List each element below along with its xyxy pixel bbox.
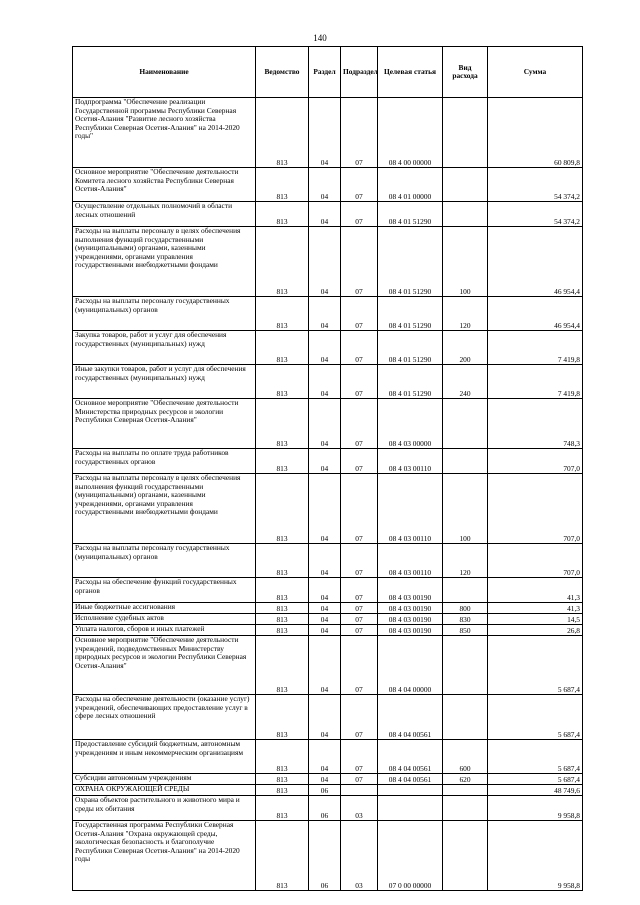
row-razdel: 04 bbox=[309, 449, 341, 474]
header-vr: Вид расхода bbox=[443, 47, 488, 98]
row-razdel: 04 bbox=[309, 331, 341, 365]
row-podrazdel: 07 bbox=[341, 695, 378, 740]
row-cs: 08 4 03 00110 bbox=[378, 544, 443, 578]
header-ved: Ведомство bbox=[256, 47, 309, 98]
table-row bbox=[73, 227, 583, 297]
row-razdel: 04 bbox=[309, 544, 341, 578]
row-name: Предоставление субсидий бюджетным, автономным учреждениям и иным некоммерческим организациям bbox=[73, 740, 256, 774]
row-ved: 813 bbox=[256, 449, 309, 474]
row-cs bbox=[378, 796, 443, 821]
table-row bbox=[73, 544, 583, 578]
row-ved: 813 bbox=[256, 98, 309, 168]
row-ved: 813 bbox=[256, 202, 309, 227]
row-podrazdel: 07 bbox=[341, 774, 378, 785]
row-name: Иные бюджетные ассигнования bbox=[73, 603, 256, 614]
row-razdel: 04 bbox=[309, 474, 341, 544]
row-vr: 850 bbox=[443, 625, 488, 636]
row-ved: 813 bbox=[256, 365, 309, 399]
row-vr bbox=[443, 168, 488, 202]
row-cs: 08 4 03 00110 bbox=[378, 474, 443, 544]
row-vr: 800 bbox=[443, 603, 488, 614]
table-row bbox=[73, 740, 583, 774]
row-vr bbox=[443, 695, 488, 740]
row-ved: 813 bbox=[256, 774, 309, 785]
row-ved: 813 bbox=[256, 603, 309, 614]
row-cs: 08 4 03 00190 bbox=[378, 625, 443, 636]
row-razdel: 04 bbox=[309, 603, 341, 614]
header-podrazdel: Подраздел bbox=[341, 47, 378, 98]
row-cs: 08 4 03 00190 bbox=[378, 614, 443, 625]
row-ved: 813 bbox=[256, 399, 309, 449]
row-sum: 707,0 bbox=[488, 474, 583, 544]
row-vr: 830 bbox=[443, 614, 488, 625]
row-podrazdel: 07 bbox=[341, 202, 378, 227]
row-sum: 5 687,4 bbox=[488, 740, 583, 774]
row-cs: 08 4 03 00110 bbox=[378, 449, 443, 474]
table-row bbox=[73, 449, 583, 474]
row-name: Основное мероприятие "Обеспечение деятельности Министерства природных ресурсов и экологии Республики Северная Осетия-Алания" bbox=[73, 399, 256, 449]
row-cs: 07 0 00 00000 bbox=[378, 821, 443, 891]
row-name: Субсидии автономным учреждениям bbox=[73, 774, 256, 785]
row-podrazdel: 07 bbox=[341, 365, 378, 399]
row-name: Уплата налогов, сборов и иных платежей bbox=[73, 625, 256, 636]
table-row bbox=[73, 625, 583, 636]
row-podrazdel: 07 bbox=[341, 578, 378, 603]
row-sum: 7 419,8 bbox=[488, 331, 583, 365]
row-podrazdel: 07 bbox=[341, 474, 378, 544]
row-name: Иные закупки товаров, работ и услуг для обеспечения государственных (муниципальных) нужд bbox=[73, 365, 256, 399]
budget-table bbox=[72, 46, 583, 891]
row-vr: 620 bbox=[443, 774, 488, 785]
table-row bbox=[73, 796, 583, 821]
row-cs bbox=[378, 785, 443, 796]
row-razdel: 04 bbox=[309, 227, 341, 297]
row-sum: 5 687,4 bbox=[488, 636, 583, 695]
row-ved: 813 bbox=[256, 614, 309, 625]
row-name: Расходы на выплаты персоналу государственных (муниципальных) органов bbox=[73, 297, 256, 331]
row-podrazdel: 07 bbox=[341, 331, 378, 365]
row-cs: 08 4 01 51290 bbox=[378, 227, 443, 297]
row-sum: 46 954,4 bbox=[488, 227, 583, 297]
row-vr bbox=[443, 98, 488, 168]
row-podrazdel: 07 bbox=[341, 603, 378, 614]
row-vr: 120 bbox=[443, 544, 488, 578]
row-podrazdel: 07 bbox=[341, 399, 378, 449]
row-vr bbox=[443, 578, 488, 603]
row-podrazdel: 03 bbox=[341, 821, 378, 891]
row-name: Расходы на обеспечение функций государственных органов bbox=[73, 578, 256, 603]
row-sum: 48 749,6 bbox=[488, 785, 583, 796]
row-vr bbox=[443, 449, 488, 474]
table-row bbox=[73, 695, 583, 740]
row-podrazdel: 07 bbox=[341, 614, 378, 625]
page-number: 140 bbox=[313, 33, 327, 43]
row-sum: 707,0 bbox=[488, 544, 583, 578]
row-name: Осуществление отдельных полномочий в области лесных отношений bbox=[73, 202, 256, 227]
row-name: Охрана объектов растительного и животного мира и среды их обитания bbox=[73, 796, 256, 821]
table-row bbox=[73, 168, 583, 202]
row-vr bbox=[443, 399, 488, 449]
row-vr bbox=[443, 821, 488, 891]
row-ved: 813 bbox=[256, 636, 309, 695]
row-ved: 813 bbox=[256, 796, 309, 821]
table-row bbox=[73, 98, 583, 168]
row-razdel: 04 bbox=[309, 614, 341, 625]
row-razdel: 04 bbox=[309, 578, 341, 603]
header-sum: Сумма bbox=[488, 47, 583, 98]
table-row bbox=[73, 297, 583, 331]
table-row bbox=[73, 365, 583, 399]
row-name: Расходы на выплаты персоналу в целях обеспечения выполнения функций государственными (муниципальными) органами, казенными учреждениями, органами управления государственными внебюджетными фондами bbox=[73, 474, 256, 544]
row-cs: 08 4 04 00561 bbox=[378, 774, 443, 785]
row-razdel: 04 bbox=[309, 98, 341, 168]
row-sum: 41,3 bbox=[488, 603, 583, 614]
row-cs: 08 4 01 51290 bbox=[378, 297, 443, 331]
row-ved: 813 bbox=[256, 578, 309, 603]
row-vr bbox=[443, 636, 488, 695]
row-ved: 813 bbox=[256, 227, 309, 297]
row-razdel: 06 bbox=[309, 821, 341, 891]
row-vr bbox=[443, 796, 488, 821]
row-ved: 813 bbox=[256, 474, 309, 544]
row-name: Основное мероприятие "Обеспечение деятельности Комитета лесного хозяйства Республики Северная Осетия-Алания" bbox=[73, 168, 256, 202]
row-razdel: 04 bbox=[309, 365, 341, 399]
row-name: Подпрограмма "Обеспечение реализации Государственной программы Республики Северная Осетия-Алания "Развитие лесного хозяйства Республики Северная Осетия-Алания" на 2014-2020 годы" bbox=[73, 98, 256, 168]
row-cs: 08 4 01 51290 bbox=[378, 331, 443, 365]
row-razdel: 04 bbox=[309, 695, 341, 740]
row-name: Основное мероприятие "Обеспечение деятельности учреждений, подведомственных Министерству природных ресурсов и экологии Республики Северная Осетия-Алания" bbox=[73, 636, 256, 695]
row-podrazdel bbox=[341, 785, 378, 796]
table-row bbox=[73, 774, 583, 785]
table-row bbox=[73, 785, 583, 796]
row-cs: 08 4 03 00190 bbox=[378, 603, 443, 614]
row-podrazdel: 07 bbox=[341, 98, 378, 168]
row-podrazdel: 07 bbox=[341, 544, 378, 578]
row-podrazdel: 07 bbox=[341, 449, 378, 474]
row-razdel: 04 bbox=[309, 740, 341, 774]
row-name: ОХРАНА ОКРУЖАЮЩЕЙ СРЕДЫ bbox=[73, 785, 256, 796]
row-vr: 200 bbox=[443, 331, 488, 365]
row-name: Расходы на обеспечение деятельности (оказание услуг) учреждений, обеспечивающих предоставление услуг в сфере лесных отношений bbox=[73, 695, 256, 740]
row-cs: 08 4 03 00000 bbox=[378, 399, 443, 449]
row-cs: 08 4 03 00190 bbox=[378, 578, 443, 603]
row-vr bbox=[443, 202, 488, 227]
row-name: Расходы на выплаты по оплате труда работников государственных органов bbox=[73, 449, 256, 474]
row-sum: 54 374,2 bbox=[488, 168, 583, 202]
row-ved: 813 bbox=[256, 821, 309, 891]
row-ved: 813 bbox=[256, 168, 309, 202]
row-sum: 54 374,2 bbox=[488, 202, 583, 227]
row-cs: 08 4 04 00561 bbox=[378, 740, 443, 774]
header-cs: Целевая статья bbox=[378, 47, 443, 98]
row-sum: 9 958,8 bbox=[488, 821, 583, 891]
row-razdel: 04 bbox=[309, 297, 341, 331]
row-cs: 08 4 00 00000 bbox=[378, 98, 443, 168]
row-podrazdel: 07 bbox=[341, 625, 378, 636]
row-sum: 748,3 bbox=[488, 399, 583, 449]
row-name: Закупка товаров, работ и услуг для обеспечения государственных (муниципальных) нужд bbox=[73, 331, 256, 365]
table-row bbox=[73, 636, 583, 695]
row-razdel: 04 bbox=[309, 636, 341, 695]
row-podrazdel: 07 bbox=[341, 636, 378, 695]
row-cs: 08 4 04 00561 bbox=[378, 695, 443, 740]
row-sum: 7 419,8 bbox=[488, 365, 583, 399]
header-razdel: Раздел bbox=[309, 47, 341, 98]
row-vr bbox=[443, 785, 488, 796]
row-podrazdel: 07 bbox=[341, 297, 378, 331]
row-razdel: 04 bbox=[309, 774, 341, 785]
row-razdel: 06 bbox=[309, 785, 341, 796]
row-sum: 9 958,8 bbox=[488, 796, 583, 821]
row-razdel: 04 bbox=[309, 168, 341, 202]
row-ved: 813 bbox=[256, 740, 309, 774]
row-ved: 813 bbox=[256, 695, 309, 740]
row-cs: 08 4 01 51290 bbox=[378, 365, 443, 399]
row-sum: 707,0 bbox=[488, 449, 583, 474]
row-sum: 5 687,4 bbox=[488, 774, 583, 785]
row-vr: 100 bbox=[443, 474, 488, 544]
table-row bbox=[73, 578, 583, 603]
row-sum: 14,5 bbox=[488, 614, 583, 625]
table-header-row bbox=[73, 47, 583, 98]
row-sum: 26,8 bbox=[488, 625, 583, 636]
row-podrazdel: 03 bbox=[341, 796, 378, 821]
row-name: Расходы на выплаты персоналу государственных (муниципальных) органов bbox=[73, 544, 256, 578]
row-razdel: 04 bbox=[309, 625, 341, 636]
table-row bbox=[73, 399, 583, 449]
table-row bbox=[73, 202, 583, 227]
row-ved: 813 bbox=[256, 625, 309, 636]
row-razdel: 06 bbox=[309, 796, 341, 821]
row-cs: 08 4 04 00000 bbox=[378, 636, 443, 695]
row-podrazdel: 07 bbox=[341, 168, 378, 202]
row-sum: 46 954,4 bbox=[488, 297, 583, 331]
row-cs: 08 4 01 51290 bbox=[378, 202, 443, 227]
row-name: Государственная программа Республики Северная Осетия-Алания "Охрана окружающей среды, экологическая безопасность и благополучие Республики Северная Осетия-Алания" на 2014-2020 годы bbox=[73, 821, 256, 891]
row-vr: 100 bbox=[443, 227, 488, 297]
row-vr: 600 bbox=[443, 740, 488, 774]
row-cs: 08 4 01 00000 bbox=[378, 168, 443, 202]
table-row bbox=[73, 474, 583, 544]
table-row bbox=[73, 821, 583, 891]
row-sum: 60 809,8 bbox=[488, 98, 583, 168]
row-ved: 813 bbox=[256, 297, 309, 331]
row-name: Исполнение судебных актов bbox=[73, 614, 256, 625]
header-name: Наименование bbox=[73, 47, 256, 98]
row-razdel: 04 bbox=[309, 202, 341, 227]
row-vr: 120 bbox=[443, 297, 488, 331]
row-ved: 813 bbox=[256, 331, 309, 365]
row-name: Расходы на выплаты персоналу в целях обеспечения выполнения функций государственными (муниципальными) органами, казенными учреждениями, органами управления государственными внебюджетными фондами bbox=[73, 227, 256, 297]
table-row bbox=[73, 614, 583, 625]
table-row bbox=[73, 603, 583, 614]
row-vr: 240 bbox=[443, 365, 488, 399]
row-sum: 5 687,4 bbox=[488, 695, 583, 740]
row-podrazdel: 07 bbox=[341, 227, 378, 297]
table-row bbox=[73, 331, 583, 365]
row-ved: 813 bbox=[256, 544, 309, 578]
row-razdel: 04 bbox=[309, 399, 341, 449]
row-sum: 41,3 bbox=[488, 578, 583, 603]
row-podrazdel: 07 bbox=[341, 740, 378, 774]
row-ved: 813 bbox=[256, 785, 309, 796]
